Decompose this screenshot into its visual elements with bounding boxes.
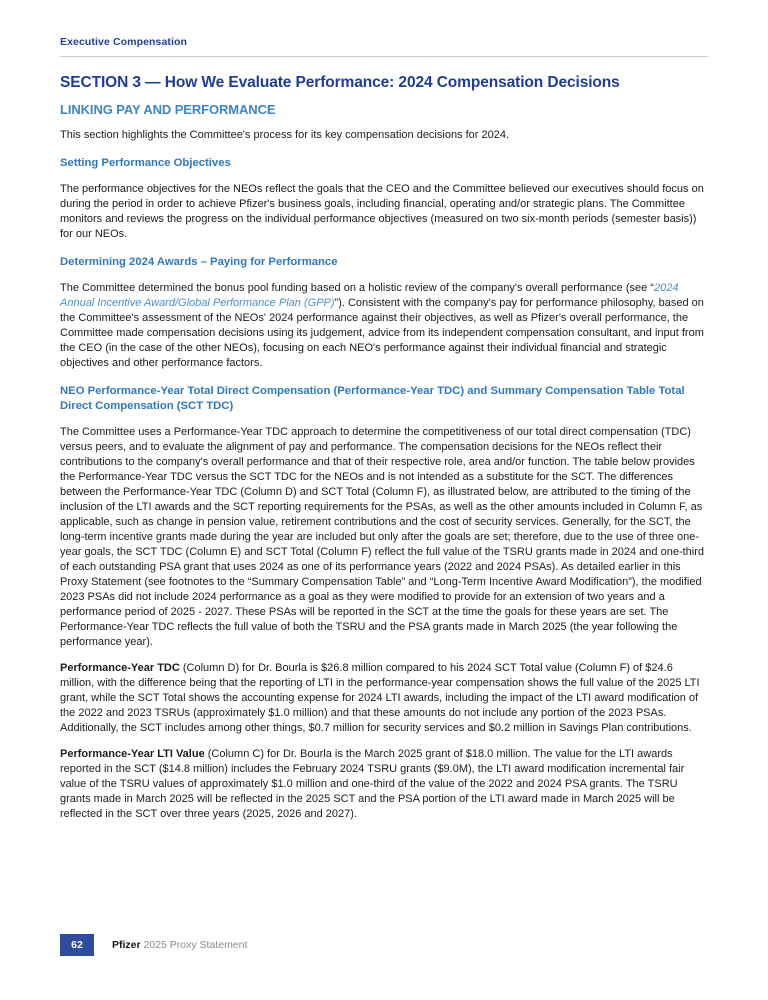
paragraph-performance-objectives: The performance objectives for the NEOs reflect the goals that the CEO and the Committee believed our executives should focus on during the period in order to achieve Pfizer's business goals, including financial, operating and/or strategic plans. The Committee monitors and reviews the progress on the individual performance objectives (measured on two six-month periods (semester basis)) for our NEOs.	[60, 183, 704, 240]
subhead-neo-performance-year-tdc: NEO Performance-Year Total Direct Compensation (Performance-Year TDC) and Summary Compensation Table Total Direct Compensation (SCT TDC)	[60, 385, 685, 412]
page-number-badge: 62	[60, 934, 94, 956]
paragraph-bonus-pool	[60, 281, 708, 371]
intro-paragraph: This section highlights the Committee's process for its key compensation decisions for 2024.	[60, 129, 510, 141]
paragraph-performance-year-tdc-lead: Performance-Year TDC	[60, 662, 180, 674]
paragraph-bonus-pool-prefix: The Committee determined the bonus pool funding based on a holistic review of the company's overall performance (see “	[60, 282, 654, 294]
header-divider	[60, 56, 708, 57]
paragraph-performance-year-tdc	[60, 661, 708, 736]
paragraph-performance-year-tdc-body: (Column D) for Dr. Bourla is $26.8 million compared to his 2024 SCT Total value (Column F) of $24.6 million, with the difference being that the reporting of LTI in the performance-year compensation shows the full value of the 2025 LTI grant, while the SCT Total shows the accounting expense for 2024 LTI awards, including the impact of the LTI award modification of the 2022 and 2023 TSRUs (approximately $1.0 million) and that these amounts do not include any portion of the 2023 PSAs. Additionally, the SCT includes among other things, $0.7 million for security services and $0.2 million in Savings Plan contributions.	[60, 662, 700, 734]
paragraph-performance-year-lti-lead: Performance-Year LTI Value	[60, 748, 205, 760]
footer-doc-label	[112, 939, 247, 951]
page-footer	[60, 934, 247, 956]
page-title: SECTION 3 — How We Evaluate Performance: 2024 Compensation Decisions	[60, 74, 620, 91]
footer-brand: Pfizer	[112, 939, 141, 951]
footer-doc-title: 2025 Proxy Statement	[143, 939, 248, 951]
subhead-determining-2024-awards: Determining 2024 Awards – Paying for Performance	[60, 256, 338, 268]
subsection-title-linking-pay: LINKING PAY AND PERFORMANCE	[60, 102, 276, 117]
paragraph-performance-year-lti-body: (Column C) for Dr. Bourla is the March 2025 grant of $18.0 million. The value for the LTI awards reported in the SCT ($14.8 million) includes the February 2024 TSRU grants ($9.0M), the LTI award modification incremental fair value of the TSRU values of approximately $1.0 million and one-third of the value of the 2022 and 2024 PSA grants. The TSRU grants made in March 2025 will be reflected in the 2025 SCT and the PSA portion of the LTI award made in March 2025 will be reflected in the SCT over three years (2025, 2026 and 2027).	[60, 748, 685, 820]
subhead-setting-performance-objectives: Setting Performance Objectives	[60, 157, 231, 169]
breadcrumb-executive-compensation: Executive Compensation	[60, 36, 188, 48]
paragraph-performance-year-lti	[60, 747, 708, 822]
gpp-cross-reference-link[interactable]: 2024 Annual Incentive Award/Global Performance Plan (GPP)	[60, 282, 679, 309]
paragraph-bonus-pool-suffix: ”). Consistent with the company's pay for performance philosophy, based on the Committee's assessment of the NEOs' 2024 performance against their objectives, as well as Pfizer's overall performance, the Committee made compensation decisions using its judgement, advice from its independent compensation consultant, and input from the CEO (in the case of the other NEOs), focusing on each NEO's performance against their individual financial and strategic objectives and other performance factors.	[60, 297, 704, 369]
paragraph-tdc-approach: The Committee uses a Performance-Year TDC approach to determine the competitiveness of our total direct compensation (TDC) versus peers, and to evaluate the alignment of pay and performance. The compensation decisions for the NEOs reflect their contributions to the company's overall performance and that of their respective role, area and/or function. The table below provides the Performance-Year TDC versus the SCT TDC for the NEOs and is not intended as a substitute for the SCT. The differences between the Performance-Year TDC (Column D) and SCT Total (Column F), as illustrated below, are attributed to the timing of the inclusion of the LTI awards and the SCT reporting requirements for the PSAs, as well as the other amounts included in Column F, as applicable, such as change in pension value, retirement contributions and the cost of security services. Generally, for the SCT, the long-term incentive grants made during the year are included but only after the goals are set; therefore, due to the use of three one-year goals, the SCT TDC (Column E) and SCT Total (Column F) reflect the full value of the TSRU grants made in 2024 and one-third of each outstanding PSA grant that uses 2024 as one of its performance years (2022 and 2024 PSAs). As detailed earlier in this Proxy Statement (see footnotes to the “Summary Compensation Table” and “Long-Term Incentive Award Modification”), the modified 2023 PSAs did not include 2024 performance as a goal as they were modified to provide for an extension of two years and a performance period of 2025 - 2027. These PSAs will be reported in the SCT at the time the goals for these years are set. The Performance-Year TDC reflects the full value of both the TSRU and the PSA grants made in March 2025 (the year following the performance year).	[60, 426, 705, 648]
